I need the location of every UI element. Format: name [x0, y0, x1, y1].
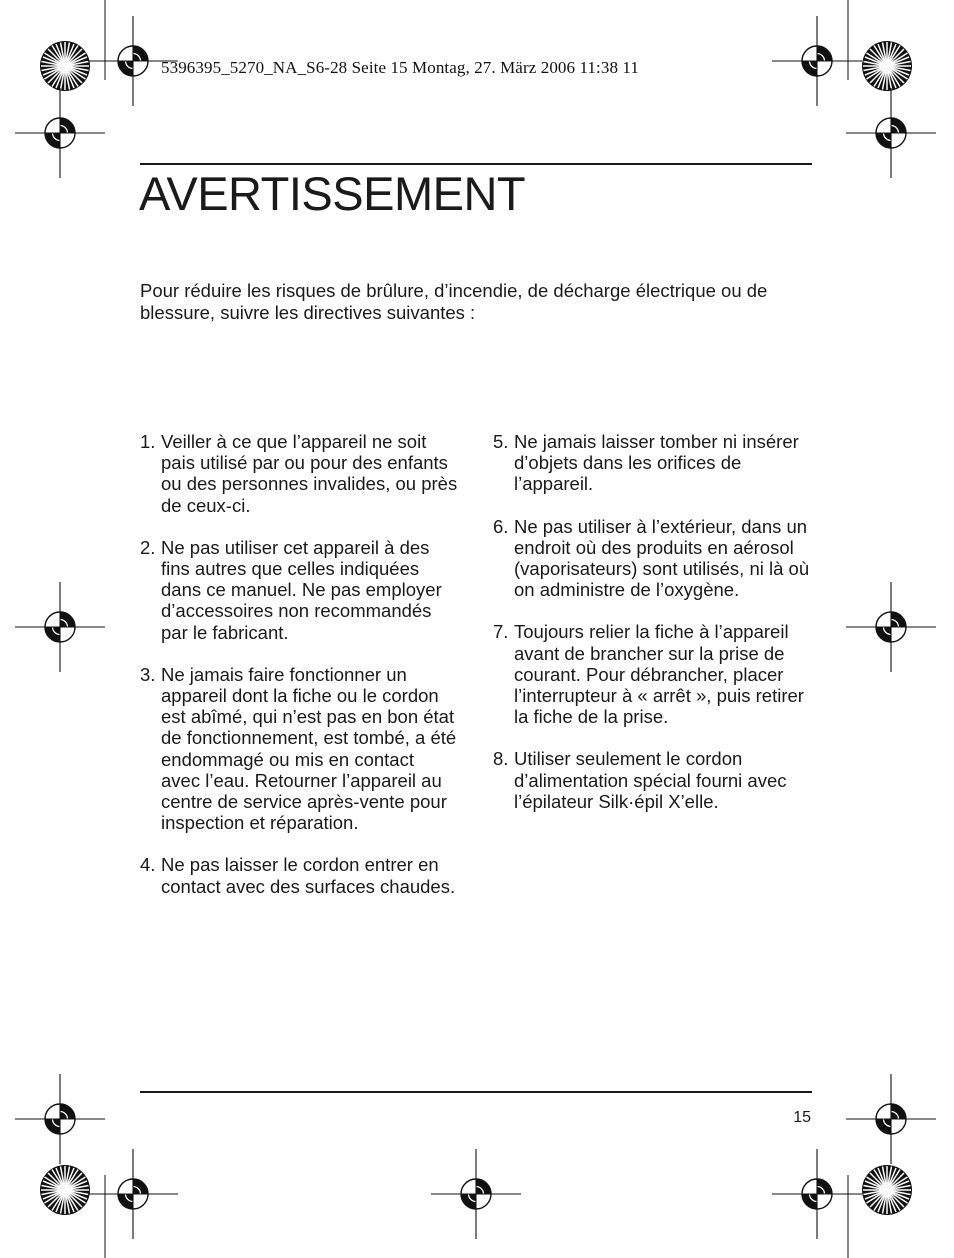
list-item — [140, 537, 458, 643]
page-title: AVERTISSEMENT — [139, 167, 526, 220]
starburst-target-icon — [40, 1165, 90, 1215]
list-item — [493, 516, 813, 601]
item-text: Ne pas laisser le cordon entrer en contact avec des surfaces chaudes. — [161, 854, 456, 897]
starburst-target-icon — [862, 1165, 912, 1215]
instruction-list-right — [493, 431, 813, 833]
item-text: Ne jamais laisser tomber ni insérer d’objets dans les orifices de l’appareil. — [514, 431, 799, 495]
item-number: 8. — [493, 748, 509, 770]
item-number: 6. — [493, 515, 509, 537]
item-number: 5. — [493, 431, 509, 452]
print-slug: 5396395_5270_NA_S6-28 Seite 15 Montag, 27. März 2006 11:38 11 — [161, 58, 639, 77]
registration-mark-icon — [15, 1074, 105, 1164]
registration-mark-icon — [846, 1074, 936, 1164]
registration-mark-icon — [15, 88, 105, 178]
item-number: 7. — [493, 621, 509, 643]
item-number: 3. — [140, 663, 156, 685]
registration-mark-icon — [846, 582, 936, 672]
item-text: Veiller à ce que l’appareil ne soit pais utilisé par ou pour des enfants ou des personnes invalides, ou près de ceux-ci. — [161, 431, 458, 516]
registration-mark-icon — [15, 582, 105, 672]
list-item — [140, 431, 458, 516]
bottom-rule — [140, 1091, 812, 1093]
list-item — [140, 664, 458, 834]
intro-paragraph: Pour réduire les risques de brûlure, d’incendie, de décharge électrique ou de blessure, suivre les directives suivantes : — [140, 280, 768, 323]
top-rule — [140, 163, 812, 165]
list-item — [493, 431, 813, 495]
item-number: 4. — [140, 854, 156, 876]
item-number: 1. — [140, 431, 156, 452]
list-item — [493, 621, 813, 727]
registration-mark-icon — [88, 1149, 178, 1239]
starburst-target-icon — [40, 41, 90, 91]
item-text: Toujours relier la fiche à l’appareil avant de brancher sur la prise de courant. Pour débrancher, placer l’interrupteur à « arrêt », puis retirer la fiche de la prise. — [514, 621, 804, 728]
item-number: 2. — [140, 536, 156, 558]
item-text: Ne pas utiliser à l’extérieur, dans un endroit où des produits en aérosol (vaporisateurs) sont utilisés, ni là où on administre de l’oxygène. — [514, 515, 810, 601]
registration-mark-icon — [846, 88, 936, 178]
page-number: 15 — [793, 1109, 811, 1126]
starburst-target-icon — [862, 41, 912, 91]
list-item — [140, 854, 458, 896]
instruction-list-left — [140, 431, 458, 918]
list-item — [493, 748, 813, 812]
item-text: Ne jamais faire fonctionner un appareil dont la fiche ou le cordon est abîmé, qui n’est pas en bon état de fonctionnement, est tombé, a été endommagé ou mis en contact avec l’eau. Retourner l’appareil au centre de service après-vente pour inspection et réparation. — [161, 663, 457, 834]
item-text: Utiliser seulement le cordon d’alimentation spécial fourni avec l’épilateur Silk·épil X’elle. — [514, 748, 787, 812]
item-text: Ne pas utiliser cet appareil à des fins autres que celles indiquées dans ce manuel. Ne pas employer d’accessoires non recommandés par le fabricant. — [161, 536, 442, 643]
registration-mark-icon — [431, 1149, 521, 1239]
